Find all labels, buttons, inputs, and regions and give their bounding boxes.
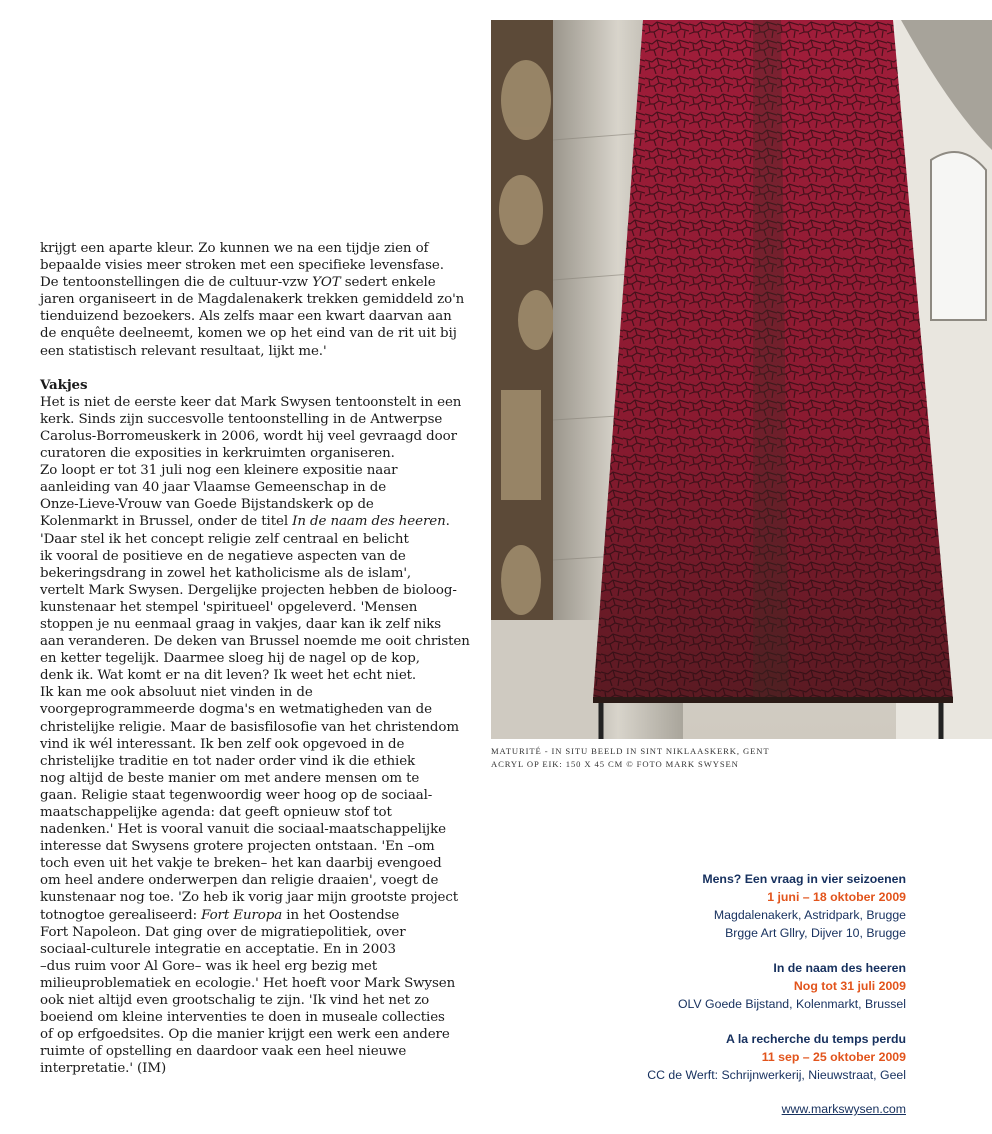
red-panel-artwork: [593, 20, 953, 739]
text-line: tienduizend bezoekers. Als zelfs maar een kwart daarvan aan: [40, 309, 452, 325]
text-line: stoppen je nu eenmaal graag in vakjes, daar kan ik zelf niks: [40, 616, 442, 632]
exhibition-title: In de naam des heeren: [292, 514, 446, 530]
text-line: aanleiding van 40 jaar Vlaamse Gemeenschap in de: [40, 480, 387, 496]
text-line: ik vooral de positieve en de negatieve aspecten van de: [40, 548, 406, 564]
text-line: [40, 907, 480, 924]
text-line: krijgt een aparte kleur. Zo kunnen we na een tijdje zien of: [40, 241, 429, 256]
text-line: Zo loopt er tot 31 juli nog een kleinere expositie naar: [40, 463, 398, 479]
text-line: nadenken.' Het is vooral vanuit die sociaal-maatschappelijke: [40, 822, 446, 838]
event-dates: 1 juni – 18 oktober 2009: [767, 890, 906, 904]
section-heading: Vakjes: [40, 376, 88, 393]
text-line: Ik kan me ook absoluut niet vinden in de: [40, 685, 313, 701]
text-line: denk ik. Wat komt er na dit leven? Ik weet het echt niet.: [40, 668, 417, 684]
text-line: of op erfgoedsites. Op die manier krijgt een werk een andere: [40, 1027, 450, 1043]
text-line: kunstenaar nog toe. 'Zo heb ik vorig jaar mijn grootste project: [40, 890, 459, 906]
event-location: CC de Werft: Schrijnwerkerij, Nieuwstraat, Geel: [647, 1068, 906, 1082]
article-body: [40, 240, 480, 1078]
text-line: bepaalde visies meer stroken met een specifieke levensfase.: [40, 258, 444, 274]
event-dates: 11 sep – 25 oktober 2009: [761, 1050, 906, 1064]
article-main: [40, 394, 480, 1078]
text-line: jaren organiseert in de Magdalenakerk trekken gemiddeld zo'n: [40, 292, 465, 308]
event-location: Brgge Art Gllry, Dijver 10, Brugge: [725, 926, 906, 940]
text-line: curatoren die exposities in kerkruimten organiseren.: [40, 446, 395, 462]
caption-line-1: MATURITÉ - IN SITU BEELD IN SINT NIKLAASKERK, GENT: [491, 746, 770, 756]
text-line: ruimte of opstelling en daardoor vaak een heel nieuwe: [40, 1044, 407, 1060]
text-line: –dus ruim voor Al Gore– was ik heel erg bezig met: [40, 958, 378, 974]
text-line: Het is niet de eerste keer dat Mark Swysen tentoonstelt in een: [40, 394, 462, 410]
text-line: aan veranderen. De deken van Brussel noemde me ooit christen: [40, 634, 470, 650]
text-line: Onze-Lieve-Vrouw van Goede Bijstandskerk op de: [40, 497, 374, 513]
caption-line-2: ACRYL OP EIK: 150 X 45 CM © FOTO MARK SWYSEN: [491, 759, 739, 769]
text-line: kunstenaar het stempel 'spiritueel' opgeleverd. 'Mensen: [40, 599, 418, 615]
text-line: 'Daar stel ik het concept religie zelf centraal en belicht: [40, 531, 409, 547]
event-list: [486, 870, 906, 1101]
text-line: gaan. Religie staat tegenwoordig weer hoog op de sociaal-: [40, 787, 433, 803]
text-line: nog altijd de beste manier om met andere mensen om te: [40, 770, 420, 786]
photo-caption: [491, 745, 911, 771]
website-link[interactable]: www.markswysen.com: [781, 1102, 906, 1116]
text-line: boeiend om kleine interventies te doen in museale collecties: [40, 1010, 445, 1026]
text-line: en ketter tegelijk. Daarmee sloeg hij de nagel op de kop,: [40, 651, 420, 667]
artwork-photo-svg: [491, 20, 992, 739]
organisation-name: YOT: [312, 275, 341, 291]
text-fragment: De tentoonstellingen die de cultuur-vzw: [40, 275, 313, 291]
text-line: [40, 274, 480, 291]
text-line: toch even uit het vakje te breken– het kan daarbij evengoed: [40, 856, 442, 872]
text-fragment: Kolenmarkt in Brussel, onder de titel: [40, 514, 293, 530]
project-title: Fort Europa: [201, 907, 283, 923]
text-line: de enquête deelneemt, komen we op het eind van de rit uit bij: [40, 326, 457, 342]
text-line: interpretatie.' (IM): [40, 1061, 167, 1077]
artwork-photo: [491, 20, 992, 739]
event-item: [486, 870, 906, 942]
text-line: kerk. Sinds zijn succesvolle tentoonstelling in de Antwerpse: [40, 411, 443, 427]
text-line: Fort Napoleon. Dat ging over de migratiepolitiek, over: [40, 924, 406, 940]
text-line: milieuproblematiek en ecologie.' Het hoeft voor Mark Swysen: [40, 975, 456, 991]
event-title: A la recherche du temps perdu: [726, 1032, 906, 1046]
event-item: [486, 959, 906, 1013]
event-title: Mens? Een vraag in vier seizoenen: [702, 872, 906, 886]
text-line: maatschappelijke agenda: dat geeft opnieuw stof tot: [40, 805, 392, 820]
event-location: Magdalenakerk, Astridpark, Brugge: [713, 908, 906, 922]
text-line: christelijke traditie en tot nader order vind ik die ethiek: [40, 753, 416, 769]
text-line: vertelt Mark Swysen. Dergelijke projecten hebben de bioloog-: [40, 582, 457, 598]
text-line: om heel andere onderwerpen dan religie draaien', voegt de: [40, 873, 439, 889]
text-fragment: .: [445, 514, 450, 530]
text-line: vind ik wél interessant. Ik ben zelf ook opgevoed in de: [40, 736, 405, 752]
text-line: sociaal-culturele integratie en acceptatie. En in 2003: [40, 941, 396, 957]
text-line: [40, 513, 480, 530]
event-location: OLV Goede Bijstand, Kolenmarkt, Brussel: [677, 997, 906, 1011]
text-line: interesse dat Swysens grotere projecten ontstaan. 'En –om: [40, 839, 435, 855]
article-intro: [40, 240, 480, 360]
church-window: [931, 152, 986, 320]
text-fragment: in het Oostendse: [282, 907, 400, 923]
text-fragment: totnogtoe gerealiseerd:: [40, 907, 202, 923]
stone-base: [491, 620, 601, 739]
text-line: bekeringsdrang in zowel het katholicisme als de islam',: [40, 565, 412, 581]
text-line: ook niet altijd even grootschalig te zijn. 'Ik vind het net zo: [40, 993, 430, 1009]
text-line: christelijke religie. Maar de basisfilosofie van het christendom: [40, 719, 459, 735]
text-line: voorgeprogrammeerde dogma's en wetmatigheden van de: [40, 702, 432, 718]
event-title: In de naam des heeren: [773, 961, 906, 975]
text-line: een statistisch relevant resultaat, lijkt me.': [40, 343, 327, 359]
text-line: Carolus-Borromeuskerk in 2006, wordt hij veel gevraagd door: [40, 428, 457, 444]
event-item: [486, 1030, 906, 1084]
event-dates: Nog tot 31 juli 2009: [793, 979, 906, 993]
text-fragment: sedert enkele: [340, 275, 436, 291]
